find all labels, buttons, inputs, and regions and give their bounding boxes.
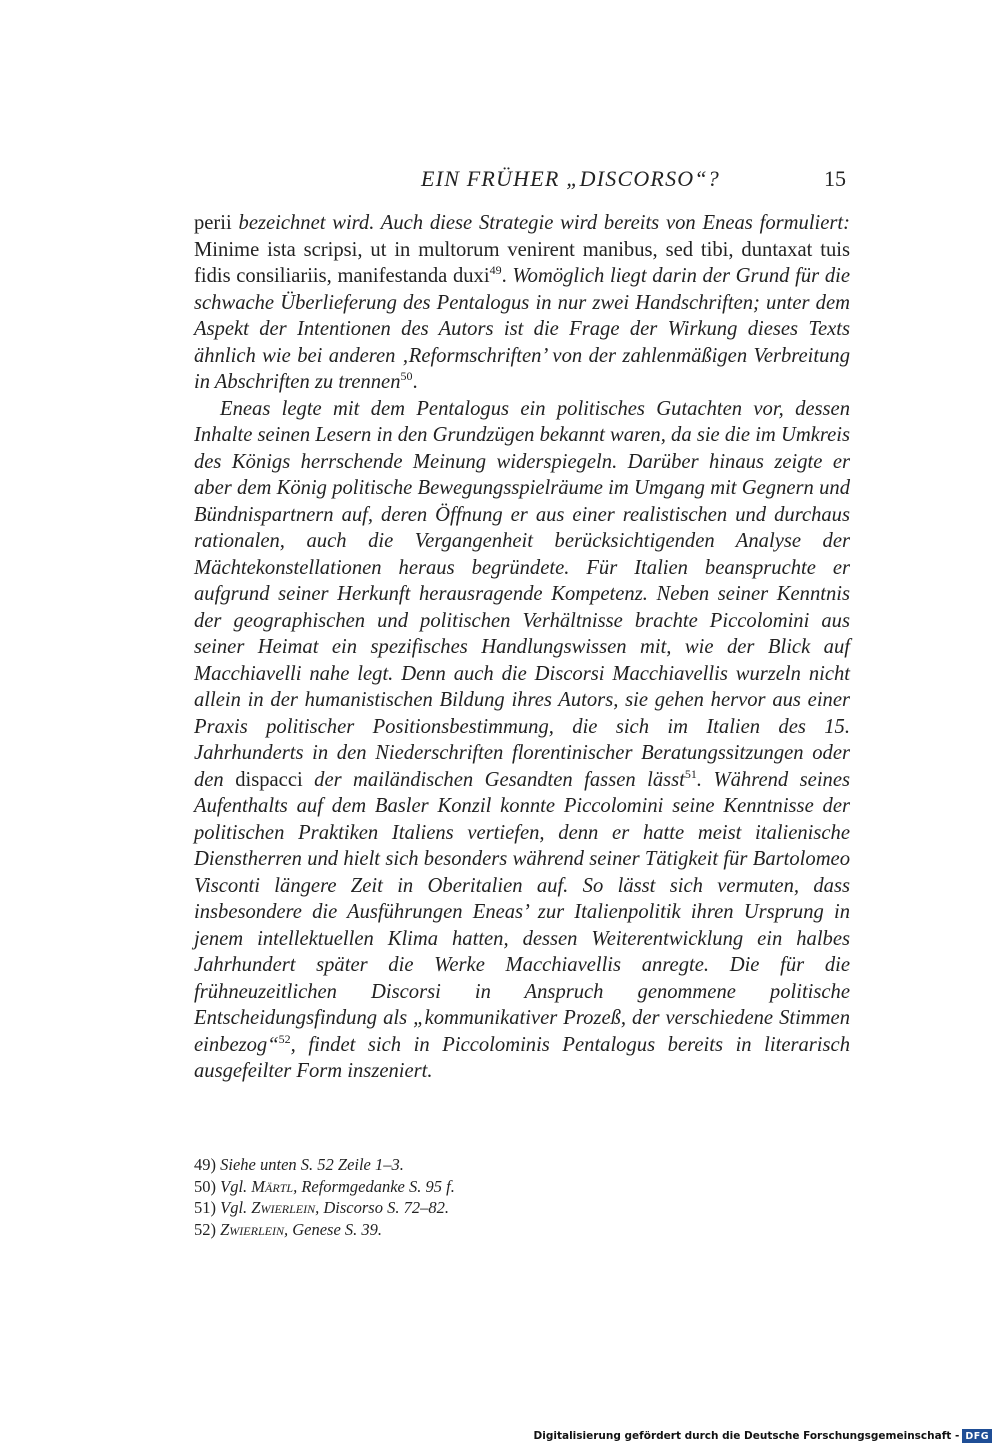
text-run: Womöglich liegt darin der Grund für die schwache Überlieferung des Pentalogus in nur zwei Handschriften; unter dem Aspekt der Intentionen des Autors ist die Frage der Wirkung dieses Texts ähnlich wie bei anderen ‚Reformschriften’ von der zahlenmäßigen Verbreitung in Abschriften zu trennen xyxy=(194,265,850,393)
footnote-number: 49) xyxy=(194,1155,216,1174)
text-run: Zwierlein xyxy=(220,1219,284,1239)
footnote-text xyxy=(220,1177,455,1196)
credit-text: Digitalisierung gefördert durch die Deutsche Forschungsgemeinschaft - xyxy=(533,1430,960,1442)
footnote-text xyxy=(220,1155,404,1174)
digitization-credit xyxy=(534,1428,992,1444)
text-run: Eneas legte mit dem Pentalogus ein politisches Gutachten vor, dessen Inhalte seinen Lesern in den Grundzügen bekannt waren, da sie die im Umkreis des Königs herrschende Meinung widerspiegeln. Darüber hinaus zeigte er aber dem König politische Bewegungsspielräume im Umgang mit Gegnern und Bündnispartnern auf, deren Öffnung er aus einer realistischen und durchaus rationalen, auch die Vergangenheit berücksichtigenden Analyse der Mächtekonstellationen heraus begründete. Für Italien beanspruchte er aufgrund seiner Herkunft herausragende Kompetenz. Neben seiner Kenntnis der geographischen und politischen Verhältnisse brachte Piccolomini aus seiner Heimat ein spezifisches Handlungswissen mit, wie der Blick auf Macchiavelli nahe legt. Denn auch die Discorsi Macchiavellis wurzeln nicht allein in der humanistischen Bildung ihres Autors, sie gehen hervor aus einer Praxis politischer Positionsbestimmung, die sich im Italien des 15. Jahrhunderts in den Niederschriften florentinischer Beratungssitzungen oder den xyxy=(194,397,850,791)
footnote-ref: 50 xyxy=(400,369,413,383)
text-run: perii xyxy=(194,212,239,234)
footnote-number: 52) xyxy=(194,1219,216,1239)
text-run: der mailändischen Gesandten fassen lässt xyxy=(302,768,685,791)
text-run: . Während seines Aufenthalts auf dem Basler Konzil konnte Piccolomini seine Kenntnisse der politischen Praktiken Italiens vertiefen, denn er hatte meist italienische Dienstherren und hielt sich besonders während seiner Tätigkeit für Bartolomeo Visconti längere Zeit in Oberitalien auf. So lässt sich vermuten, dass insbesondere die Ausführungen Eneas’ zur Italienpolitik ihren Ursprung in jenem intellektuellen Klima hatten, dessen Weiterentwicklung ein halbes Jahrhundert später die Werke Macchiavellis anregte. Die für die frühneuzeitlichen Discorsi in Anspruch genommene politische Entscheidungsfindung als „kommunikativer Prozeß, der verschiedene Stimmen einbezog“ xyxy=(194,768,850,1056)
running-title: EIN FRÜHER „DISCORSO“? xyxy=(421,166,720,191)
text-run: Märtl xyxy=(251,1176,294,1196)
dfg-logo-icon: DFG xyxy=(962,1429,992,1443)
footnote-ref: 51 xyxy=(684,766,697,781)
text-run: , Genese S. 39. xyxy=(283,1219,383,1239)
paragraph-2 xyxy=(194,396,850,1085)
running-head xyxy=(194,166,850,192)
text-run: Zwierlein xyxy=(251,1198,316,1217)
paragraph-1 xyxy=(194,210,850,396)
text-run: , Discorso S. 72–82. xyxy=(315,1198,449,1217)
footnote-ref: 49 xyxy=(489,263,502,277)
text-run: Vgl. xyxy=(220,1198,252,1217)
text-run: Vgl. xyxy=(220,1176,252,1196)
footnote-text xyxy=(220,1198,449,1217)
footnote xyxy=(194,1219,850,1241)
text-run: dispacci xyxy=(235,768,303,791)
text-run: bezeichnet wird. Auch diese Strategie wird bereits von Eneas formuliert: xyxy=(238,212,850,234)
text-run: Minime ista scripsi, ut in multorum venirent manibus, sed tibi, duntaxat tuis fidis consiliariis, manifestanda duxi xyxy=(194,238,850,287)
footnote-number: 51) xyxy=(194,1198,216,1217)
footnote-text xyxy=(220,1220,382,1239)
text-run: . xyxy=(412,371,418,393)
footnote xyxy=(194,1154,850,1176)
text-run: , findet sich in Piccolominis Pentalogus bereits in literarisch ausgefeilter Form inszeniert. xyxy=(194,1033,850,1082)
text-run: , Reformgedanke S. 95 f. xyxy=(293,1176,455,1196)
footnote xyxy=(194,1197,850,1219)
footnote xyxy=(194,1176,850,1198)
text-run: Siehe unten S. 52 Zeile 1–3. xyxy=(220,1155,404,1174)
footnotes xyxy=(194,1154,850,1240)
footnote-ref: 52 xyxy=(278,1031,291,1046)
text-run: . xyxy=(501,265,513,287)
footnote-number: 50) xyxy=(194,1176,216,1196)
page-number: 15 xyxy=(824,166,846,191)
body-text xyxy=(194,210,850,1085)
